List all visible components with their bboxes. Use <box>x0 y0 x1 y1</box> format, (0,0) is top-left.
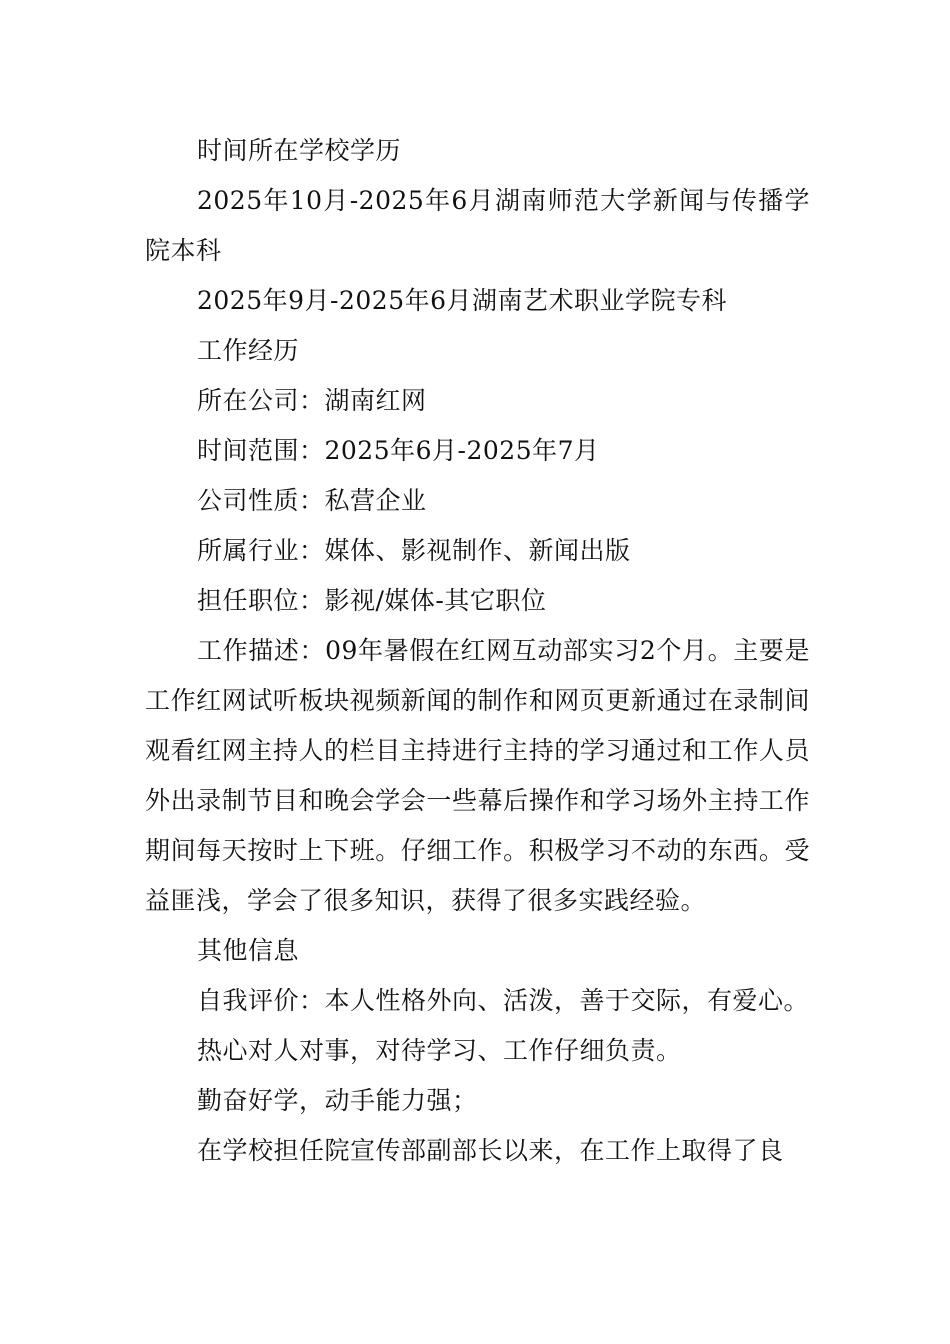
work-description: 工作描述：09年暑假在红网互动部实习2个月。主要是工作红网试听板块视频新闻的制作和网页更新通过在录制间观看红网主持人的栏目主持进行主持的学习通过和工作人员外出录制节目和晚会学会一些幕后操作和学习场外主持工作期间每天按时上下班。仔细工作。积极学习不动的东西。受益匪浅，学会了很多知识，获得了很多实践经验。 <box>145 636 810 915</box>
self-evaluation-line-3: 勤奋好学，动手能力强； <box>197 1086 478 1115</box>
company-type: 公司性质：私营企业 <box>197 486 427 515</box>
company-name: 所在公司：湖南红网 <box>197 386 427 415</box>
self-evaluation-line-2: 热心对人对事，对待学习、工作仔细负责。 <box>197 1036 682 1065</box>
position: 担任职位：影视/媒体-其它职位 <box>197 586 547 615</box>
education-entry-2: 2025年9月-2025年6月湖南艺术职业学院专科 <box>197 286 728 315</box>
school-role: 在学校担任院宣传部副部长以来，在工作上取得了良 <box>197 1136 784 1165</box>
other-info-heading: 其他信息 <box>197 936 300 965</box>
time-range: 时间范围：2025年6月-2025年7月 <box>197 436 600 465</box>
document-body <box>145 126 810 1176</box>
industry: 所属行业：媒体、影视制作、新闻出版 <box>197 536 631 565</box>
education-entry-1: 2025年10月-2025年6月湖南师范大学新闻与传播学院本科 <box>145 186 810 265</box>
work-history-heading: 工作经历 <box>197 336 300 365</box>
self-evaluation: 自我评价：本人性格外向、活泼，善于交际，有爱心。 <box>197 986 810 1015</box>
education-header: 时间所在学校学历 <box>197 136 402 165</box>
